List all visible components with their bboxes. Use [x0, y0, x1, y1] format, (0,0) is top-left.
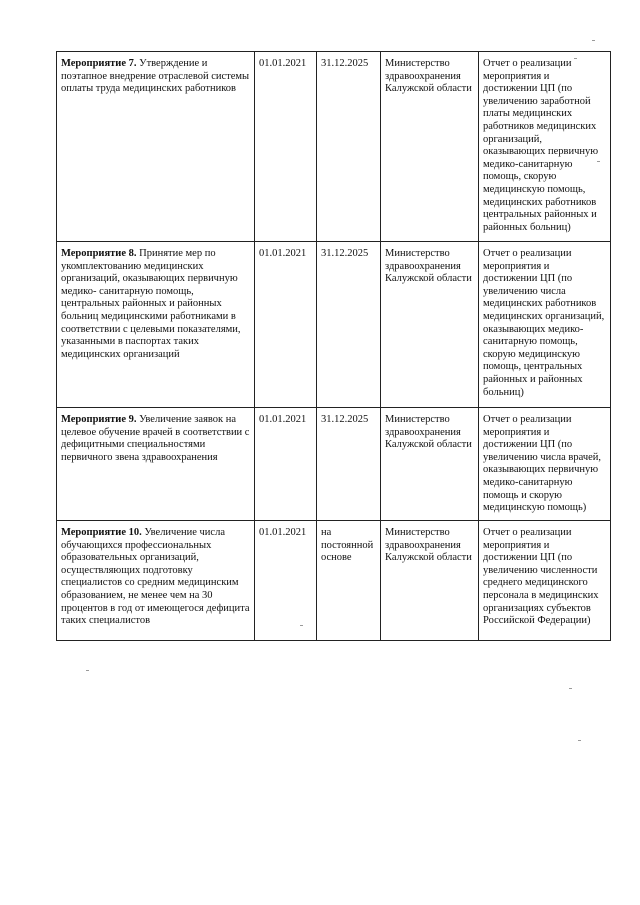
measure-text: Принятие мер по укомплектованию медицинских организаций, оказывающих первичную медико- санитарную помощь, центральных районных и районных больниц медицинскими работниками в соответствии с целевыми показателями, указанными в паспортах таких медицинских организаций: [61, 248, 241, 360]
table-row: [57, 408, 611, 521]
responsible-cell: Министерство здравоохранения Калужской области: [381, 408, 479, 521]
responsible-cell: Министерство здравоохранения Калужской области: [381, 52, 479, 242]
scan-speck: [592, 40, 595, 41]
measure-description-cell: [57, 242, 255, 408]
measure-title: Мероприятие 8.: [61, 248, 137, 259]
table-row: [57, 242, 611, 408]
scan-speck: [574, 58, 577, 59]
measure-text: Увеличение заявок на целевое обучение врачей в соответствии с дефицитными специальностями первичного звена здравоохранения: [61, 414, 250, 463]
table-row: [57, 52, 611, 242]
measure-text: Увеличение числа обучающихся профессиональных образовательных организаций, осуществляющих подготовку специалистов со средним медицинским образованием, не менее чем на 30 процентов в год от имеющегося дефицита таких специалистов: [61, 527, 250, 627]
start-date-cell: 01.01.2021: [255, 408, 317, 521]
responsible-cell: Министерство здравоохранения Калужской области: [381, 242, 479, 408]
end-date-cell: 31.12.2025: [317, 242, 381, 408]
scan-speck: [569, 688, 572, 689]
table-row: [57, 521, 611, 641]
scan-speck: [597, 161, 600, 162]
result-cell: Отчет о реализации мероприятия и достижении ЦП (по увеличению числа врачей, оказывающих первичную медико-санитарную помощь и скорую медицинскую помощь): [479, 408, 611, 521]
measure-text: Утверждение и поэтапное внедрение отраслевой системы оплаты труда медицинских работников: [61, 58, 250, 95]
start-date-cell: 01.01.2021: [255, 242, 317, 408]
result-cell: Отчет о реализации мероприятия и достижении ЦП (по увеличению численности среднего медицинского персонала в медицинских организациях субъектов Российской Федерации): [479, 521, 611, 641]
end-date-cell: 31.12.2025: [317, 408, 381, 521]
end-date-cell: 31.12.2025: [317, 52, 381, 242]
end-date-cell: на постоянной основе: [317, 521, 381, 641]
measure-title: Мероприятие 7.: [61, 58, 137, 69]
result-cell: Отчет о реализации мероприятия и достижении ЦП (по увеличению числа медицинских работников медицинских организаций, оказывающих медико-санитарную помощь, скорую медицинскую помощь, центральных районных и районных больниц): [479, 242, 611, 408]
measure-description-cell: [57, 521, 255, 641]
measure-title: Мероприятие 10.: [61, 527, 142, 538]
measure-description-cell: [57, 52, 255, 242]
responsible-cell: Министерство здравоохранения Калужской области: [381, 521, 479, 641]
result-cell: Отчет о реализации мероприятия и достижении ЦП (по увеличению заработной платы медицинских работников медицинских организаций, оказывающих первичную медико-санитарную помощь, скорую медицинскую помощь, медицинских работников центральных районных и районных больниц): [479, 52, 611, 242]
scan-speck: [86, 670, 89, 671]
measure-description-cell: [57, 408, 255, 521]
measure-title: Мероприятие 9.: [61, 414, 137, 425]
start-date-cell: 01.01.2021: [255, 52, 317, 242]
start-date-cell: 01.01.2021: [255, 521, 317, 641]
measures-table: [56, 51, 611, 641]
scan-speck: [578, 740, 581, 741]
scan-speck: [300, 625, 303, 626]
